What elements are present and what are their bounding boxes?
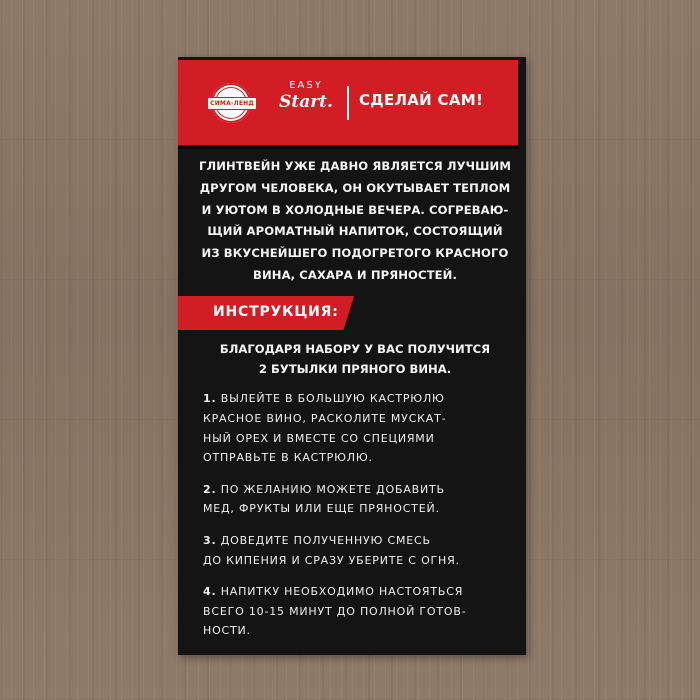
instruction-heading: ИНСТРУКЦИЯ: [213,304,339,320]
step-text: НОСТИ. [203,624,251,638]
step-1 [203,389,518,468]
step-4 [203,582,518,641]
header-band-shadow [178,145,518,149]
result-line: БЛАГОДАРЯ НАБОРУ У ВАС ПОЛУЧИТСЯ [219,342,491,356]
step-text: ДОВЕДИТЕ ПОЛУЧЕННУЮ СМЕСЬ [216,533,431,547]
step-number: 2. [203,482,217,496]
header-divider [347,86,349,120]
logo-ribbon-text: СИМА-ЛЕНД [207,97,257,110]
step-number: 3. [203,533,217,547]
step-number: 4. [203,584,217,598]
step-number: 1. [203,392,217,405]
intro-line: И УЮТОМ В ХОЛОДНЫЕ ВЕЧЕРА. СОГРЕВАЮ- [201,202,509,217]
step-text: ДО КИПЕНИЯ И СРАЗУ УБЕРИТЕ С ОГНЯ. [203,553,460,567]
brand-start-text: Start. [279,92,333,112]
steps-list [203,389,518,653]
intro-line: ИЗ ВКУСНЕЙШЕГО ПОДОГРЕТОГО КРАСНОГО [201,246,509,261]
step-text: НАПИТКУ НЕОБХОДИМО НАСТОЯТЬСЯ [216,584,464,598]
intro-paragraph [190,156,520,287]
step-first-line [203,531,518,551]
step-first-line [203,480,518,500]
easy-start-logo [278,80,334,112]
step-first-line [203,389,518,409]
step-2 [203,480,518,520]
step-text: МЕД, ФРУКТЫ ИЛИ ЕЩЕ ПРЯНОСТЕЙ. [203,502,440,516]
result-line: 2 БУТЫЛКИ ПРЯНОГО ВИНА. [258,362,452,376]
brand-easy-text: EASY [289,80,323,91]
intro-line: ДРУГОМ ЧЕЛОВЕКА, ОН ОКУТЫВАЕТ ТЕПЛОМ [199,180,511,195]
intro-line: ГЛИНТВЕЙН УЖЕ ДАВНО ЯВЛЯЕТСЯ ЛУЧШИМ [199,159,511,173]
intro-line: ЩИЙ АРОМАТНЫЙ НАПИТОК, СОСТОЯЩИЙ [207,224,503,239]
header-slogan: СДЕЛАЙ САМ! [359,91,484,109]
result-statement [190,339,520,379]
step-text: ВЫЛЕЙТЕ В БОЛЬШУЮ КАСТРЮЛЮ [216,392,445,405]
step-text: НЫЙ ОРЕХ И ВМЕСТЕ СО СПЕЦИЯМИ [203,431,435,445]
step-text: ВСЕГО 10-15 МИНУТ ДО ПОЛНОЙ ГОТОВ- [203,604,467,618]
step-text: КРАСНОЕ ВИНО, РАСКОЛИТЕ МУСКАТ- [203,411,447,425]
step-3 [203,531,518,571]
intro-line: ВИНА, САХАРА И ПРЯНОСТЕЙ. [253,267,457,282]
step-first-line [203,582,518,602]
step-text: ОТПРАВЬТЕ В КАСТРЮЛЮ. [203,451,373,465]
step-text: ПО ЖЕЛАНИЮ МОЖЕТЕ ДОБАВИТЬ [216,482,445,496]
